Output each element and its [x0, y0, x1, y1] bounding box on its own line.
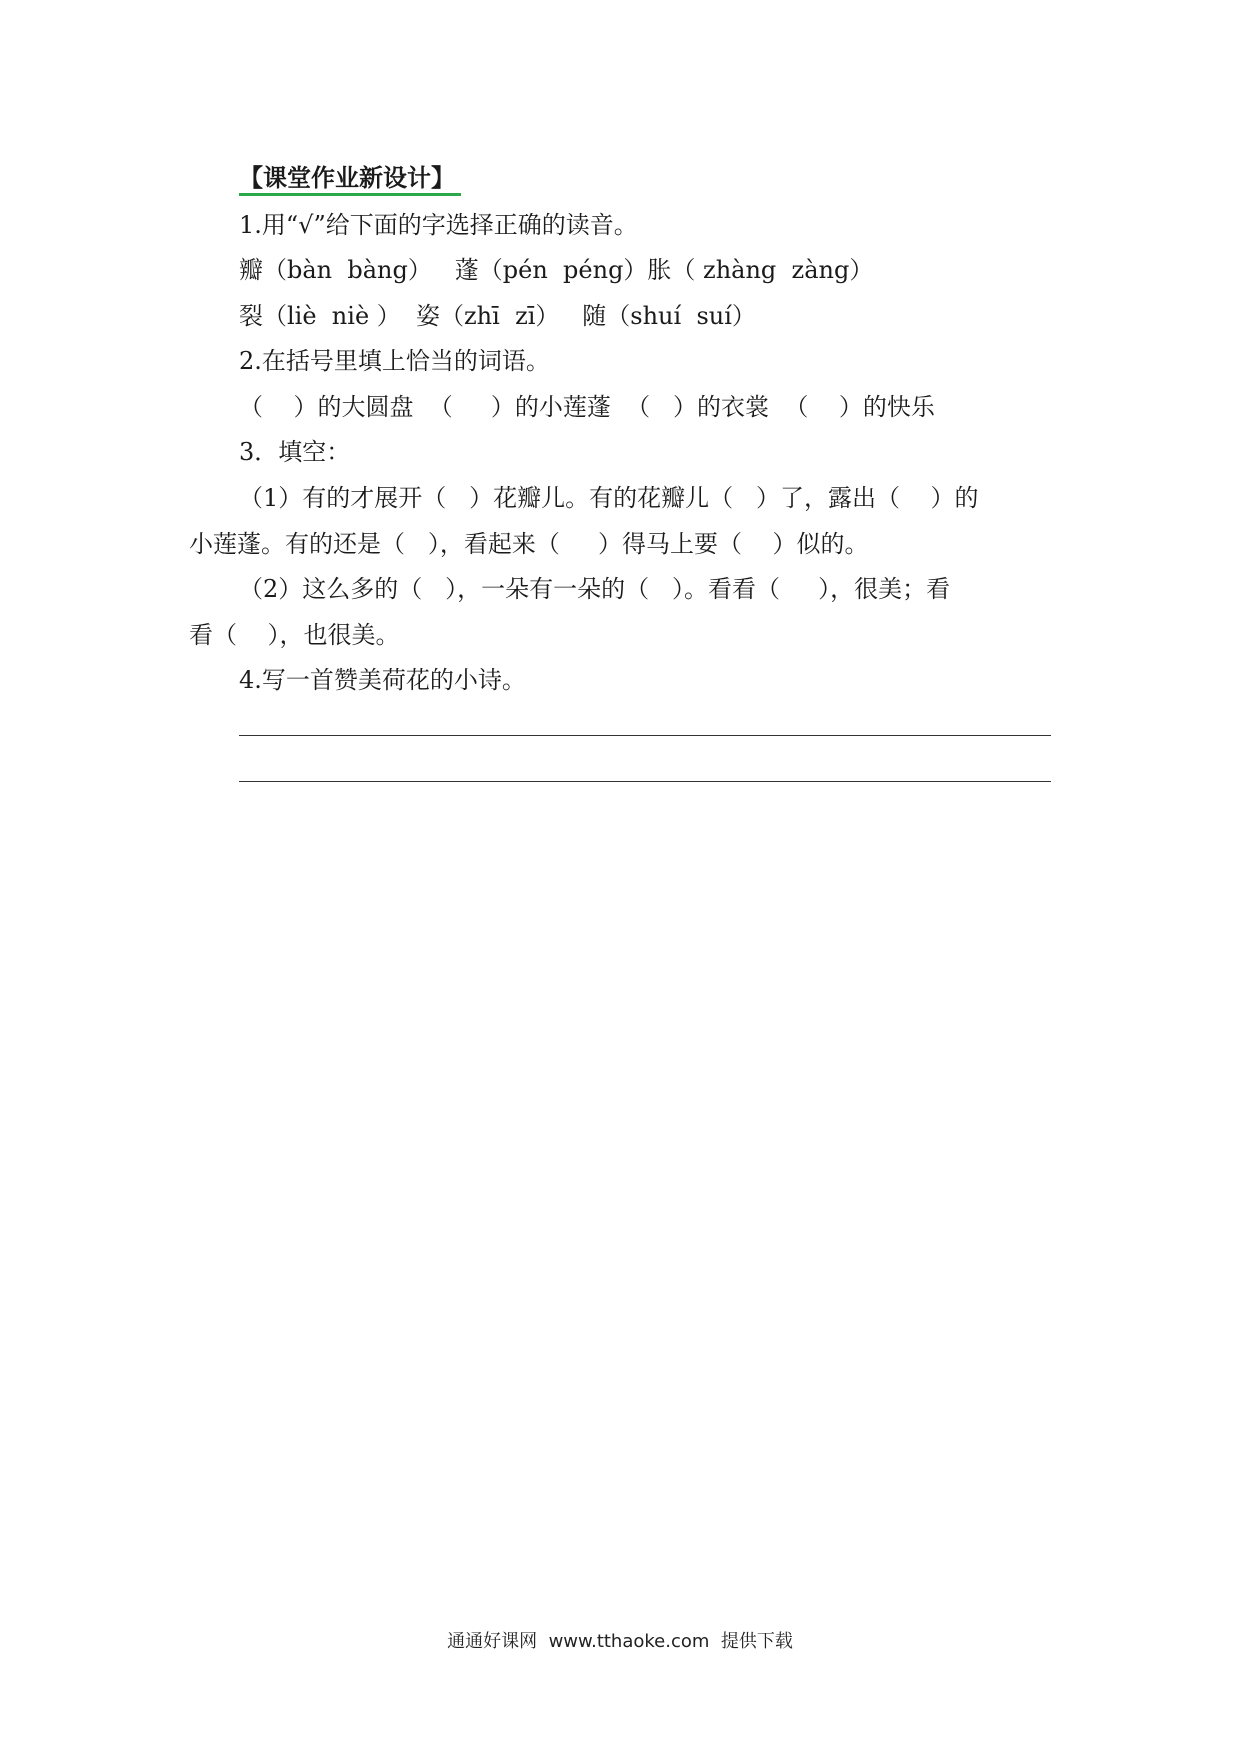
question-3-prompt: 3．填空：	[239, 438, 351, 466]
question-1-row-1: 瓣（bàn bàng） 蓬（pén péng）胀（ zhàng zàng）	[239, 256, 874, 284]
footer-credit: 通通好课网 www.tthaoke.com 提供下载	[447, 1631, 793, 1652]
question-3-part-2-line-1: （2）这么多的（ ），一朵有一朵的（ ）。看看（ ），很美；看	[239, 575, 951, 603]
question-3-part-2-line-2: 看（ ），也很美。	[189, 621, 400, 649]
question-1-prompt: 1.用“√”给下面的字选择正确的读音。	[239, 211, 638, 239]
question-3-part-1-line-2: 小莲蓬。有的还是（ ），看起来（ ）得马上要（ ）似的。	[189, 530, 869, 558]
section-title: 【课堂作业新设计】	[239, 163, 461, 196]
question-2-row-1: （ ）的大圆盘 （ ）的小莲蓬 （ ）的衣裳 （ ）的快乐	[239, 393, 935, 421]
question-4-prompt: 4.写一首赞美荷花的小诗。	[239, 666, 526, 694]
answer-line	[239, 735, 1051, 736]
question-2-prompt: 2.在括号里填上恰当的词语。	[239, 347, 550, 375]
answer-line	[239, 781, 1051, 782]
question-3-part-1-line-1: （1）有的才展开（ ）花瓣儿。有的花瓣儿（ ）了，露出（ ）的	[239, 484, 979, 512]
question-1-row-2: 裂（liè niè ） 姿（zhī zī） 随（shuí suí）	[239, 302, 756, 330]
